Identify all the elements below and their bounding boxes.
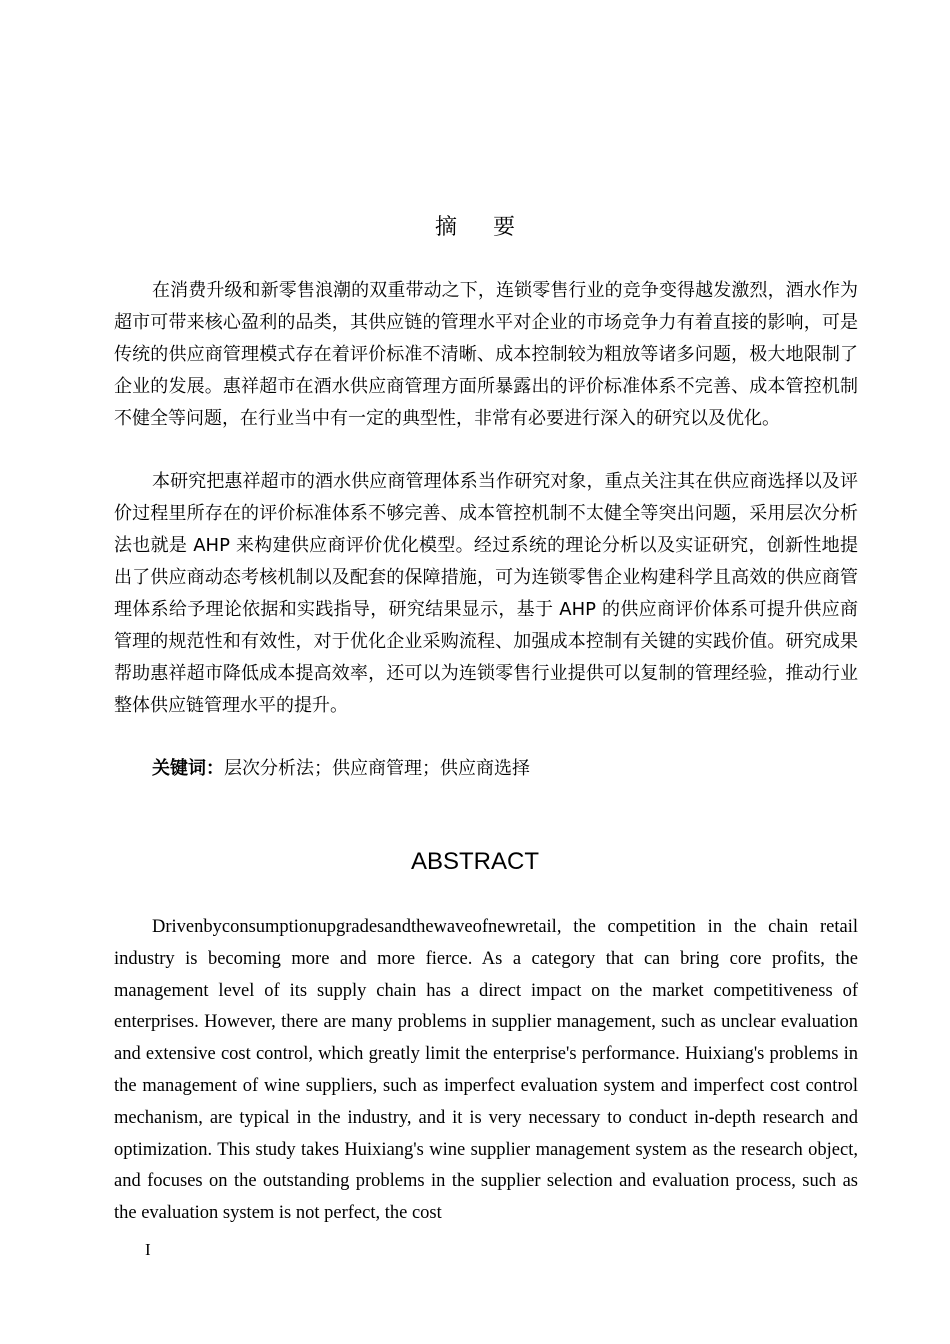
paragraph-text: 在消费升级和新零售浪潮的双重带动之下，连锁零售行业的竞争变得越发激烈，酒水作为超市可带来核心盈利的品类，其供应链的管理水平对企业的市场竞争力有着直接的影响，可是传统的供应商管理模式存在着评价标准不清晰、成本控制较为粗放等诸多问题，极大地限制了企业的发展。惠祥超市在酒水供应商管理方面所暴露出的评价标准体系不完善、成本管控机制不健全等问题，在行业当中有一定的典型性，非常有必要进行深入的研究以及优化。: [114, 280, 858, 429]
keywords: [152, 754, 530, 780]
keywords-value: 层次分析法；供应商管理；供应商选择: [224, 758, 530, 779]
paragraph-text: 本研究把惠祥超市的酒水供应商管理体系当作研究对象，重点关注其在供应商选择以及评价过程里所存在的评价标准体系不够完善、成本管控机制不太健全等突出问题，采用层次分析法也就是 AHP 来构建供应商评价优化模型。经过系统的理论分析以及实证研究，创新性地提出了供应商动态考核机制以及配套的保障措施，可为连锁零售企业构建科学且高效的供应商管理体系给予理论依据和实践指导，研究结果显示，基于 AHP 的供应商评价体系可提升供应商管理的规范性和有效性，对于优化企业采购流程、加强成本控制有关键的实践价值。研究成果帮助惠祥超市降低成本提高效率，还可以为连锁零售行业提供可以复制的管理经验，推动行业整体供应链管理水平的提升。: [114, 471, 858, 716]
abstract-cn-paragraph-1: [114, 275, 858, 435]
title-char: 摘: [434, 215, 457, 240]
paragraph-text: Drivenbyconsumptionupgradesandthewaveofnewretail, the competition in the chain retail industry is becoming more and more fierce. As a category that can bring core profits, the management level of its supply chain has a direct impact on the market competitiveness of enterprises. However, there are many problems in supplier management, such as unclear evaluation and extensive cost control, which greatly limit the enterprise's performance. Huixiang's problems in the management of wine suppliers, such as imperfect evaluation system and imperfect cost control mechanism, are typical in the industry, and it is very necessary to conduct in-depth research and optimization. This study takes Huixiang's wine supplier management system as the research object, and focuses on the outstanding problems in the supplier selection and evaluation process, such as the evaluation system is not perfect, the cost: [114, 917, 858, 1224]
keywords-label: 关键词：: [152, 758, 224, 779]
abstract-title-en: ABSTRACT: [410, 848, 539, 875]
page-number: I: [145, 1240, 151, 1259]
abstract-cn-paragraph-2: [114, 466, 858, 722]
abstract-en-paragraph: [114, 912, 858, 1230]
abstract-title-cn: [0, 210, 950, 241]
title-char: 要: [493, 215, 516, 240]
